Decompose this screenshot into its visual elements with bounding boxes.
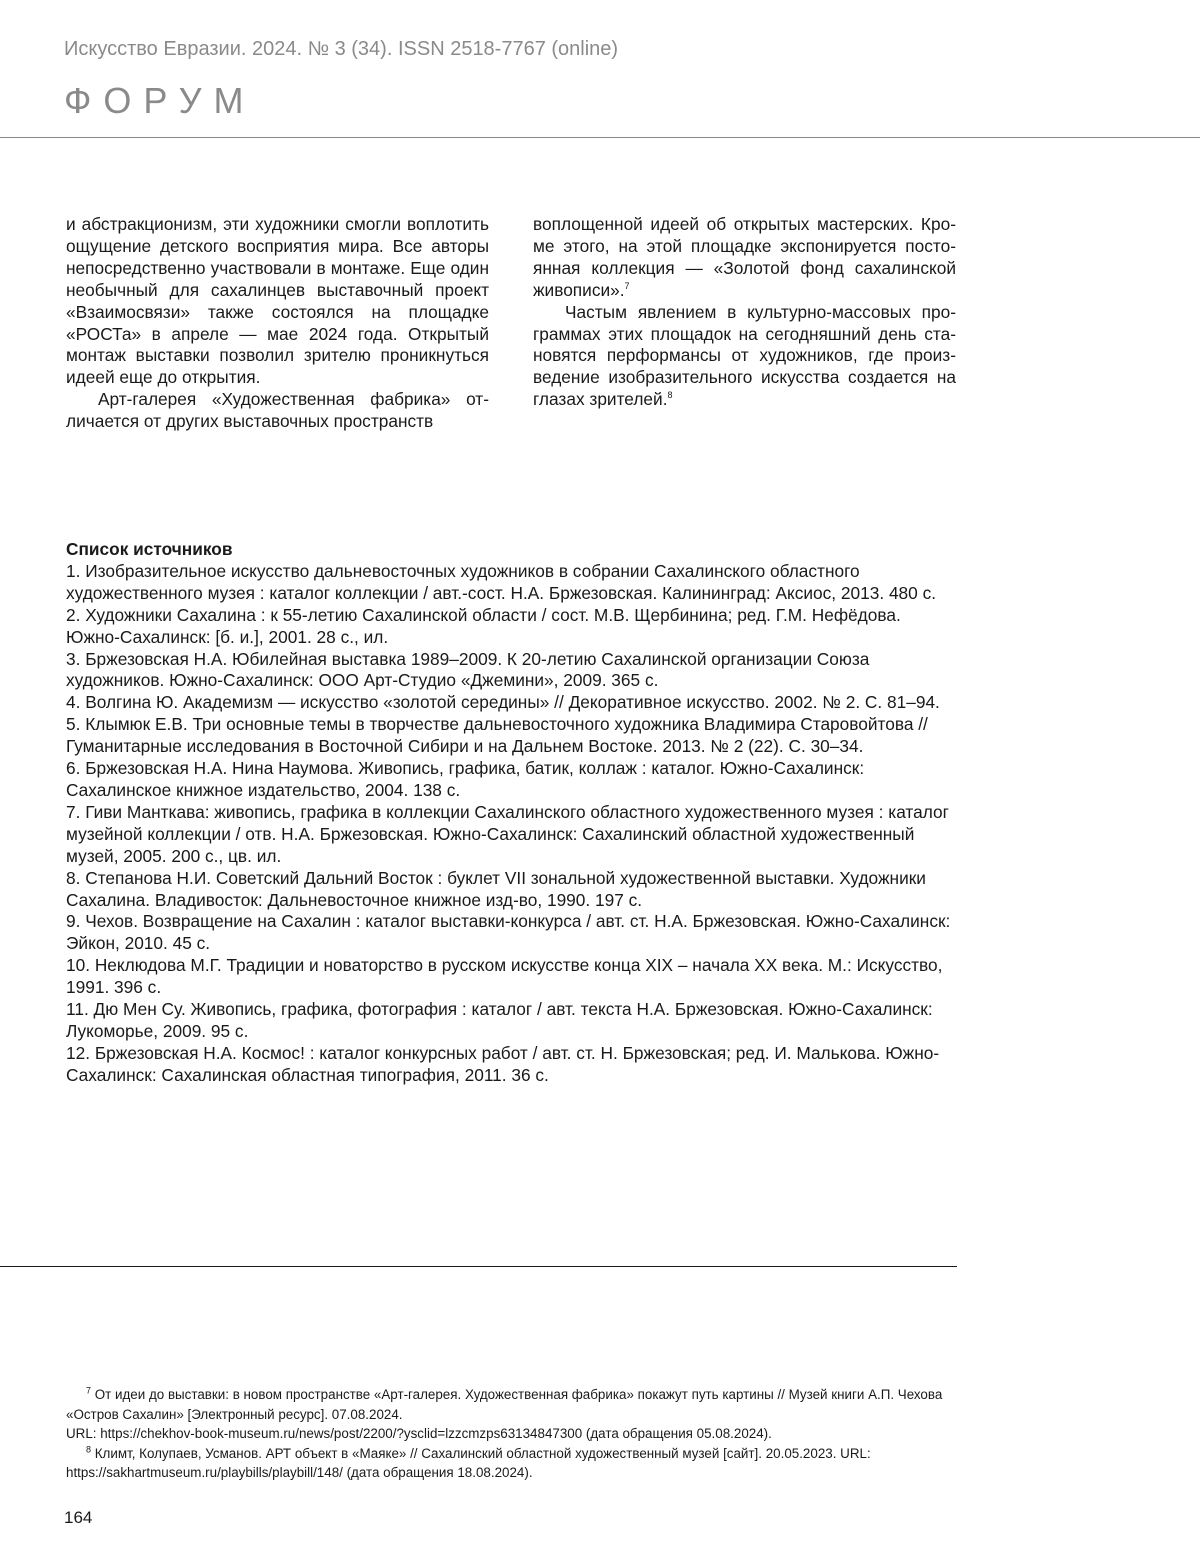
source-item: 10. Неклюдова М.Г. Традиции и новаторство в русском искусстве конца XIX – начала XX века. М.: Искусство, 1991. 396 с. <box>66 955 943 998</box>
right-paragraph-1-text: воплощенной идеей об открытых мастерских. Кроме этого, на этой площадке экспонируется постоянная коллекция — «Золотой фонд сахалинской живописи». <box>533 214 956 300</box>
section-title: ФОРУМ <box>64 80 256 121</box>
footnote-ref-7[interactable]: 7 <box>624 280 630 291</box>
footnote-8-text: Климт, Колупаев, Усманов. АРТ объект в «Маяке» // Сахалинский областной художественный музей [сайт]. 20.05.2023. URL: https://sakhartmuseum.ru/playbills/playbill/148/ (дата обращения 18.08.2024). <box>66 1445 871 1480</box>
footnote-7 <box>66 1385 956 1424</box>
footnote-8 <box>66 1444 956 1483</box>
sources-list <box>66 561 956 1087</box>
footnote-7-mark: 7 <box>86 1385 92 1396</box>
left-column <box>66 214 489 433</box>
footnote-8-mark: 8 <box>86 1444 92 1455</box>
sources-section <box>66 539 956 1087</box>
left-paragraph-1: и абстракционизм, эти художники смогли воплотить ощущение детского восприятия мира. Все авторы непосредственно участвовали в монтаже. Еще один необычный для сахалинцев выставочный проект «Взаимосвязи» также состоялся на площадке «РОСТа» в апреле — мае 2024 года. Открытый монтаж выставки позволил зрителю проникнуться идеей еще до открытия. <box>66 214 489 388</box>
source-item: 5. Клымюк Е.В. Три основные темы в творчестве дальневосточного художника Владимира Старовойтова // Гуманитарные исследования в Восточной Сибири и на Дальнем Востоке. 2013. № 2 (22). С. 30–34. <box>66 714 928 757</box>
footnotes <box>66 1385 956 1483</box>
header-divider <box>0 137 1200 138</box>
source-item: 8. Степанова Н.И. Советский Дальний Восток : буклет VII зональной художественной выставки. Художники Сахалина. Владивосток: Дальневосточное книжное изд-во, 1990. 197 с. <box>66 867 926 910</box>
page-number: 164 <box>64 1508 93 1527</box>
source-item: 2. Художники Сахалина : к 55-летию Сахалинской области / сост. М.В. Щербинина; ред. Г.М. Нефёдова. Южно-Сахалинск: [б. и.], 2001. 28 с., ил. <box>66 604 901 647</box>
footnote-7-url[interactable]: URL: https://chekhov-book-museum.ru/news/post/2200/?ysclid=lzzcmzps63134847300 (дата обращения 05.08.2024). <box>66 1426 772 1441</box>
right-paragraph-2-text: Частым явлением в культурно-массовых программах этих площадок на сегодняшний день становятся перформансы от художников, где произведение изобразительного искусства создается на глазах зрителей. <box>533 301 956 410</box>
footnote-ref-8[interactable]: 8 <box>667 390 673 401</box>
right-column <box>533 214 956 411</box>
right-paragraph-2 <box>533 302 956 412</box>
source-item: 1. Изобразительное искусство дальневосточных художников в собрании Сахалинского областного художественного музея : каталог коллекции / авт.-сост. Н.А. Бржезовская. Калининград: Аксиос, 2013. 480 с. <box>66 560 937 603</box>
source-item: 3. Бржезовская Н.А. Юбилейная выставка 1989–2009. К 20-летию Сахалинской организации Союза художников. Южно-Сахалинск: ООО Арт-Студио «Джемини», 2009. 365 с. <box>66 648 870 691</box>
footnote-divider <box>0 1266 957 1267</box>
journal-header: Искусство Евразии. 2024. № 3 (34). ISSN 2518-7767 (online) <box>64 38 619 60</box>
source-item: 7. Гиви Манткава: живопись, графика в коллекции Сахалинского областного художественного музея : каталог музейной коллекции / отв. Н.А. Бржезовская. Южно-Сахалинск: Сахалинский областной художественный музей, 2005. 200 с., цв. ил. <box>66 801 949 866</box>
source-item: 4. Волгина Ю. Академизм — искусство «золотой середины» // Декоративное искусство. 2002. № 2. С. 81–94. <box>66 692 940 713</box>
source-item: 6. Бржезовская Н.А. Нина Наумова. Живопись, графика, батик, коллаж : каталог. Южно-Сахалинск: Сахалинское книжное издательство, 2004. 138 с. <box>66 758 865 800</box>
source-item: 9. Чехов. Возвращение на Сахалин : каталог выставки-конкурса / авт. ст. Н.А. Бржезовская. Южно-Сахалинск: Эйкон, 2010. 45 с. <box>66 911 951 954</box>
left-paragraph-2: Арт-галерея «Художественная фабрика» отличается от других выставочных пространств <box>66 389 489 432</box>
right-paragraph-1 <box>533 214 956 302</box>
source-item: 11. Дю Мен Су. Живопись, графика, фотография : каталог / авт. текста Н.А. Бржезовская. Южно-Сахалинск: Лукоморье, 2009. 95 с. <box>66 999 933 1041</box>
footnote-7-text: От идеи до выставки: в новом пространстве «Арт-галерея. Художественная фабрика» покажут путь картины // Музей книги А.П. Чехова «Остров Сахалин» [Электронный ресурс]. 07.08.2024. <box>66 1387 943 1422</box>
sources-title: Список источников <box>66 539 233 559</box>
source-item: 12. Бржезовская Н.А. Космос! : каталог конкурсных работ / авт. ст. Н. Бржезовская; ред. И. Малькова. Южно-Сахалинск: Сахалинская областная типография, 2011. 36 с. <box>66 1042 940 1085</box>
